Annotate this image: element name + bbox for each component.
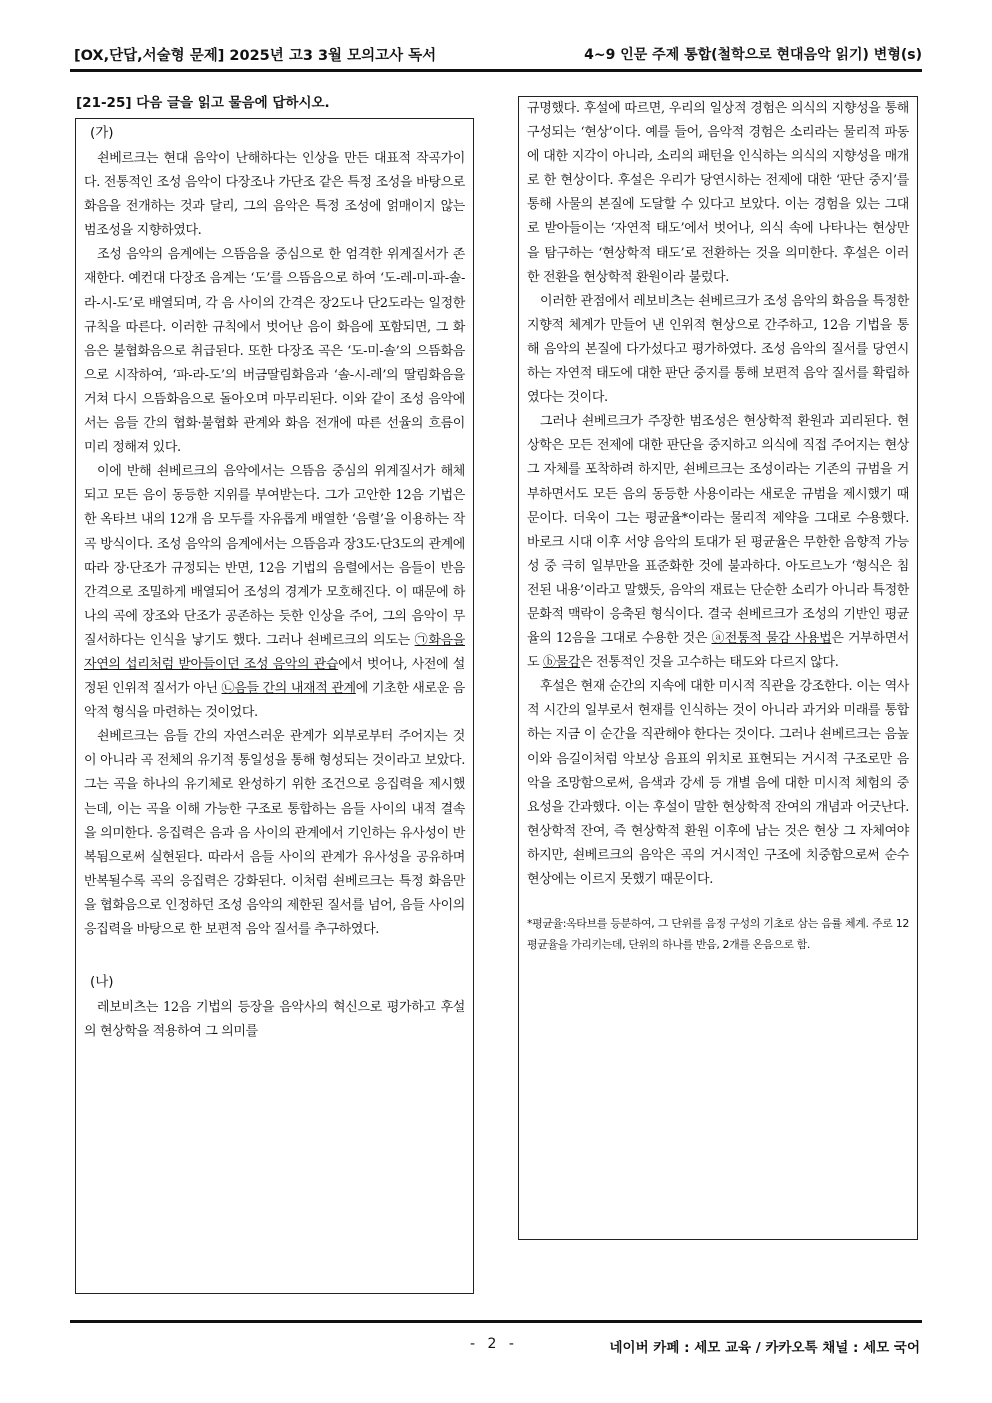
footer-channel-info: 네이버 카페 : 세모 교육 / 카카오톡 채널 : 세모 국어 [609, 1340, 920, 1356]
underlined-phrase-nieun: ㉡음들 간의 내재적 관계 [221, 681, 356, 697]
underlined-phrase-b: ⓑ물감 [543, 655, 581, 671]
na-p3-text-c: 은 전통적인 것을 고수하는 태도와 다르지 않다. [580, 655, 839, 671]
na-paragraph-1-continued: 규명했다. 후설에 따르면, 우리의 일상적 경험은 의식의 지향성을 통해 구성되는 ‘현상’이다. 예를 들어, 음악적 경험은 소리라는 물리적 파동에 대한 지각이 아니라, 소리의 패턴을 인식하는 의식의 지향성을 매개로 한 현상이다. 후설은 우리가 당연시하는 전제에 대한 ‘판단 중지’를 통해 사물의 본질에 도달할 수 있다고 보았다. 이는 경험을 있는 그대로 받아들이는 ‘자연적 태도’에서 벗어나, 의식 속에 나타나는 현상만을 탐구하는 ‘현상학적 태도’로 전환하는 것을 의미한다. 후설은 이러한 전환을 현상학적 환원이라 불렀다. [527, 101, 909, 285]
section-gap [84, 942, 465, 968]
ga-paragraph-2: 조성 음악의 음계에는 으뜸음을 중심으로 한 엄격한 위계질서가 존재한다. 예컨대 다장조 음계는 ‘도’를 으뜸음으로 하여 ‘도-레-미-파-솔-라-시-도’로 배열되며, 각 음 사이의 간격은 장2도나 단2도라는 일정한 규칙을 따른다. 이러한 규칙에서 벗어난 음이 화음에 포함되면, 그 화음은 불협화음으로 취급된다. 또한 다장조 곡은 ‘도-미-솔’의 으뜸화음으로 시작하여, ‘파-라-도’의 버금딸림화음과 ‘솔-시-레’의 딸림화음을 거쳐 다시 으뜸화음으로 돌아오며 마무리된다. 이와 같이 조성 음악에서는 음들 간의 협화·불협화 관계와 화음 전개에 따른 선율의 흐름이 미리 정해져 있다. [84, 247, 465, 456]
passage-right-column [518, 96, 918, 1240]
ga-p3-text-a: 이에 반해 쇤베르크의 음악에서는 으뜸음 중심의 위계질서가 해체되고 모든 음이 동등한 지위를 부여받는다. 그가 고안한 12음 기법은 한 옥타브 내의 12개 음 모두를 자유롭게 배열한 ‘음렬’을 이용하는 작곡 방식이다. 조성 음악의 음계에서는 으뜸음과 장3도·단3도의 관계에 따라 장·단조가 규정되는 반면, 12음 기법의 음렬에서는 음들이 반음 간격으로 조밀하게 배열되어 조성의 경계가 모호해진다. 이 때문에 하나의 곡에 장조와 단조가 공존하는 듯한 인상을 주어, 그의 음악이 무질서하다는 인식을 낳기도 했다. 그러나 쇤베르크의 의도는 [84, 464, 465, 648]
na-paragraph-3 [527, 410, 909, 675]
na-p3-text-a: 그러나 쇤베르크가 주장한 범조성은 현상학적 환원과 괴리된다. 현상학은 모든 전제에 대한 판단을 중지하고 의식에 직접 주어지는 현상 그 자체를 포착하려 하지만, 쇤베르크는 조성이라는 기존의 규범을 거부하면서도 모든 음의 동등한 사용이라는 새로운 규범을 제시했기 때문이다. 더욱이 그는 평균율*이라는 물리적 제약을 그대로 수용했다. 바로크 시대 이후 서양 음악의 토대가 된 평균율은 무한한 음향적 가능성 중 극히 일부만을 표준화한 것에 불과하다. 아도르노가 ‘형식은 침전된 내용’이라고 말했듯, 음악의 재료는 단순한 소리가 아니라 특정한 문화적 맥락이 응축된 형식이다. 결국 쇤베르크가 조성의 기반인 평균율의 12음을 그대로 수용한 것은 [527, 414, 909, 647]
na-paragraph-2: 이러한 관점에서 레보비츠는 쇤베르크가 조성 음악의 화음을 특정한 지향적 체계가 만들어 낸 인위적 현상으로 간주하고, 12음 기법을 통해 음악의 본질에 다가섰다고 평가하였다. 조성 음악의 질서를 당연시하는 자연적 태도에 대한 판단 중지를 통해 보편적 음악 질서를 확립하였다는 것이다. [527, 293, 909, 406]
ga-paragraph-3 [84, 460, 465, 725]
na-paragraph-4: 후설은 현재 순간의 지속에 대한 미시적 직관을 강조한다. 이는 역사적 시간의 일부로서 현재를 인식하는 것이 아니라 과거와 미래를 통합하는 지금 이 순간을 직관해야 한다는 것이다. 그러나 쇤베르크는 음높이와 음길이처럼 악보상 음표의 위치로 표현되는 거시적 구조로만 음악을 조망함으로써, 음색과 강세 등 개별 음에 대한 미시적 체험의 중요성을 간과했다. 이는 후설이 말한 현상학적 잔여의 개념과 어긋난다. 현상학적 잔여, 즉 현상학적 환원 이후에 남는 것은 현상 그 자체여야 하지만, 쇤베르크의 음악은 곡의 거시적인 구조에 치중함으로써 순수 현상에는 이르지 못했기 때문이다. [527, 679, 909, 887]
header-topic-title: 4~9 인문 주제 통합(철학으로 현대음악 읽기) 변형(s) [584, 47, 922, 63]
footnote-equal-temperament: *평균율:옥타브를 등분하여, 그 단위를 음정 구성의 기초로 삼는 음률 체계. 주로 12평균율을 가리키는데, 단위의 하나를 반음, 2개를 온음으로 함. [527, 917, 909, 951]
section-label-ga: (가) [90, 125, 114, 141]
ga-p3-text-b: 에서 벗어나, 사전에 설정된 인위적 질서가 아닌 [84, 656, 465, 697]
ga-paragraph-4: 쇤베르크는 음들 간의 자연스러운 관계가 외부로부터 주어지는 것이 아니라 곡 전체의 유기적 통일성을 통해 형성되는 것이라고 보았다. 그는 곡을 하나의 유기체로 완성하기 위한 조건으로 응집력을 제시했는데, 이는 곡을 이해 가능한 구조로 통합하는 음들 사이의 내적 결속을 의미한다. 응집력은 음과 음 사이의 관계에서 기인하는 유사성이 반복됨으로써 실현된다. 따라서 음들 사이의 관계가 유사성을 공유하며 반복될수록 곡의 응집력은 강화된다. 이처럼 쇤베르크는 특정 화음만을 협화음으로 인정하던 조성 음악의 제한된 질서를 넘어, 음들 사이의 응집력을 바탕으로 한 보편적 음악 질서를 추구하였다. [84, 729, 465, 937]
question-instruction: [21-25] 다음 글을 읽고 물음에 답하시오. [76, 95, 330, 111]
page-number: - 2 - [470, 1336, 518, 1352]
underlined-phrase-a: ⓐ전통적 물감 사용법 [711, 631, 832, 647]
na-paragraph-1-start: 레보비츠는 12음 기법의 등장을 음악사의 혁신으로 평가하고 후설의 현상학을 적용하여 그 의미를 [84, 1000, 465, 1040]
passage-left-column [75, 118, 474, 1294]
bottom-rule [70, 1320, 922, 1323]
na-p3-text-b: 은 거부하면서도 [527, 631, 910, 671]
ga-paragraph-1: 쇤베르크는 현대 음악이 난해하다는 인상을 만든 대표적 작곡가이다. 전통적인 조성 음악이 다장조나 가단조 같은 특정 조성을 바탕으로 화음을 전개하는 것과 달리, 그의 음악은 특정 조성에 얽매이지 않는 범조성을 지향하였다. [84, 151, 465, 239]
top-rule [70, 69, 922, 72]
ga-p3-text-c: 에 기초한 새로운 음악적 형식을 마련하는 것이었다. [84, 681, 466, 721]
underlined-phrase-giyeok: ㉠화음을 자연의 섭리처럼 받아들이던 조성 음악의 관습 [84, 632, 465, 672]
section-label-na: (나) [90, 974, 114, 991]
header-exam-title: [OX,단답,서술형 문제] 2025년 고3 3월 모의고사 독서 [74, 48, 437, 64]
